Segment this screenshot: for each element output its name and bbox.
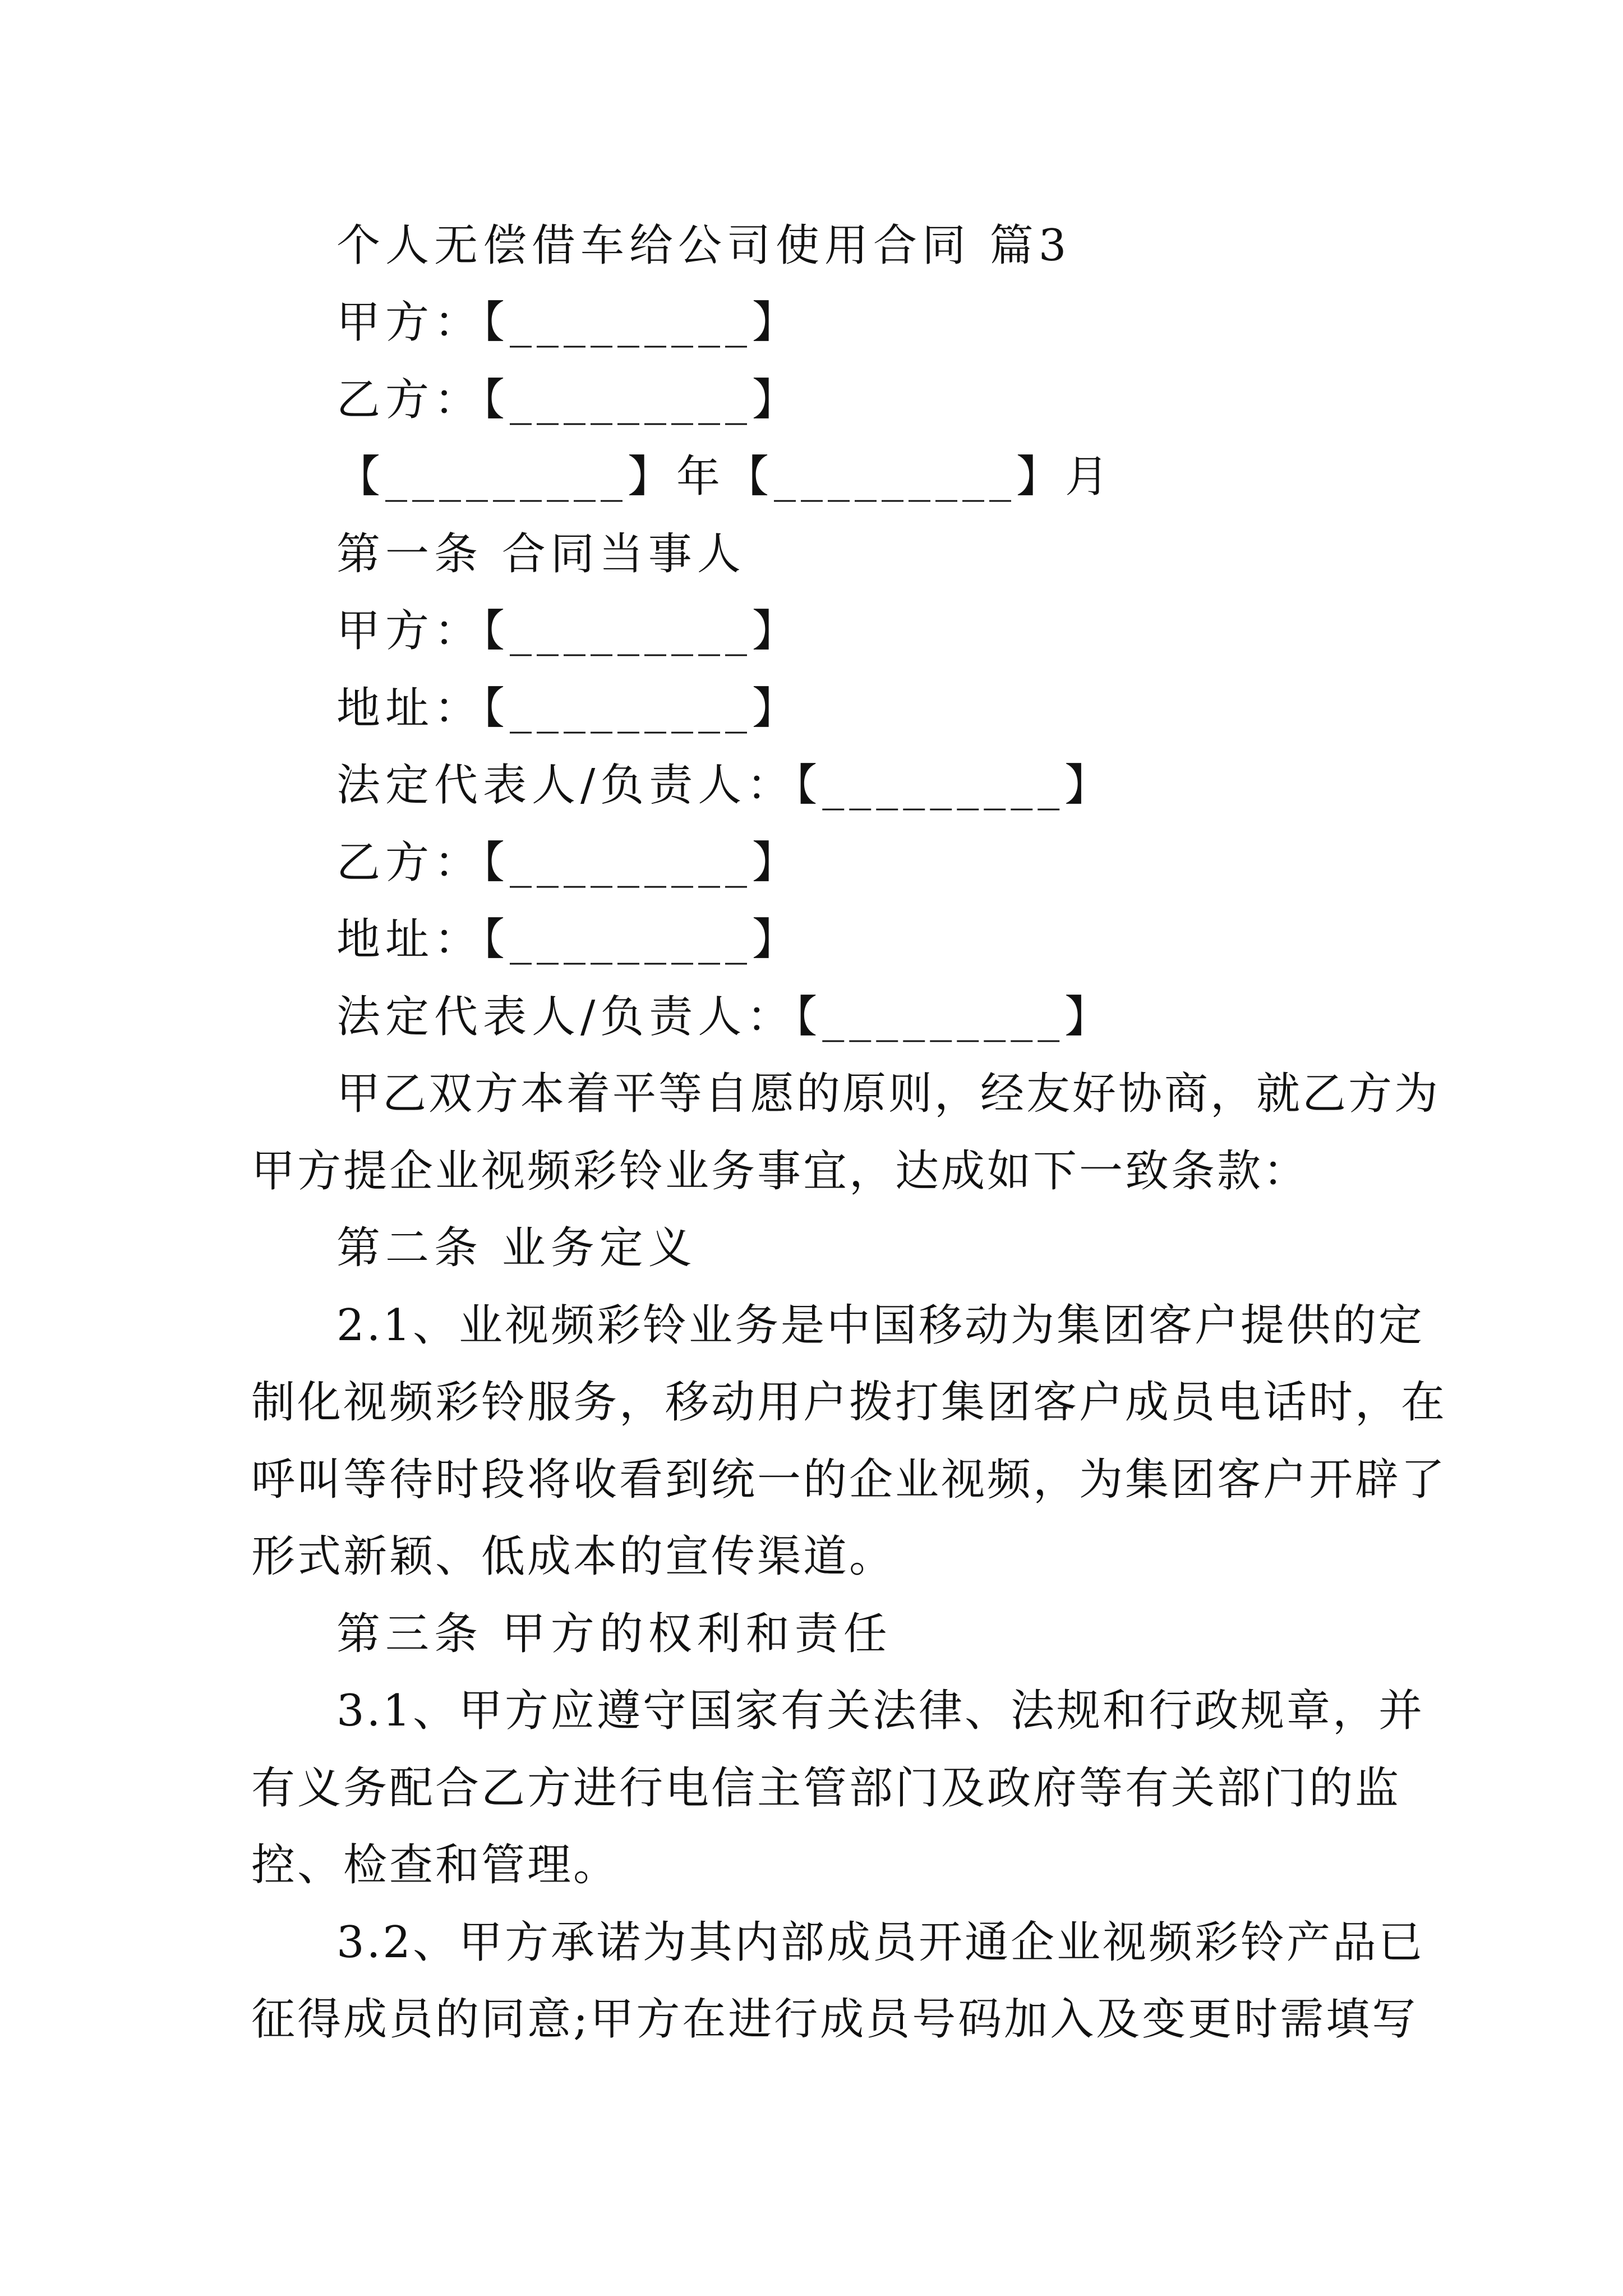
party-a-header: 甲方：【_________】 — [336, 297, 801, 348]
clause-3-1-line-2: 有义务配合乙方进行电信主管部门及政府等有关部门的监 — [251, 1763, 1401, 1814]
party-a-field: 甲方：【_________】 — [336, 606, 801, 656]
party-b-address: 地址：【_________】 — [336, 914, 801, 965]
clause-2-1-line-4: 形式新颖、低成本的宣传渠道。 — [251, 1531, 896, 1582]
intro-paragraph-line-1: 甲乙双方本着平等自愿的原则，经友好协商，就乙方为 — [336, 1069, 1441, 1119]
document-title: 个人无偿借车给公司使用合同 篇3 — [336, 220, 1072, 271]
party-b-field: 乙方：【_________】 — [336, 838, 801, 888]
party-a-representative: 法定代表人/负责人：【_________】 — [336, 760, 1114, 811]
clause-3-1-line-3: 控、检查和管理。 — [251, 1840, 620, 1890]
clause-2-1-line-2: 制化视频彩铃服务，移动用户拨打集团客户成员电话时，在 — [251, 1377, 1447, 1428]
clause-2-1-line-1: 2.1、业视频彩铃业务是中国移动为集团客户提供的定 — [336, 1300, 1425, 1351]
intro-paragraph-line-2: 甲方提企业视频彩铃业务事宜，达成如下一致条款： — [251, 1146, 1310, 1197]
party-b-header: 乙方：【_________】 — [336, 375, 801, 425]
clause-2-1-line-3: 呼叫等待时段将收看到统一的企业视频，为集团客户开辟了 — [251, 1455, 1447, 1505]
party-b-representative: 法定代表人/负责人：【_________】 — [336, 992, 1114, 1042]
date-line: 【_________】年【_________】月 — [336, 452, 1114, 502]
clause-3-2-line-1: 3.2、甲方承诺为其内部成员开通企业视频彩铃产品已 — [336, 1917, 1425, 1968]
article-1-heading: 第一条 合同当事人 — [336, 529, 746, 579]
article-3-heading: 第三条 甲方的权利和责任 — [336, 1609, 892, 1659]
party-a-address: 地址：【_________】 — [336, 683, 801, 734]
clause-3-1-line-1: 3.1、甲方应遵守国家有关法律、法规和行政规章，并 — [336, 1686, 1425, 1736]
clause-3-2-line-2: 征得成员的同意;甲方在进行成员号码加入及变更时需填写 — [251, 1994, 1418, 2045]
article-2-heading: 第二条 业务定义 — [336, 1223, 697, 1273]
